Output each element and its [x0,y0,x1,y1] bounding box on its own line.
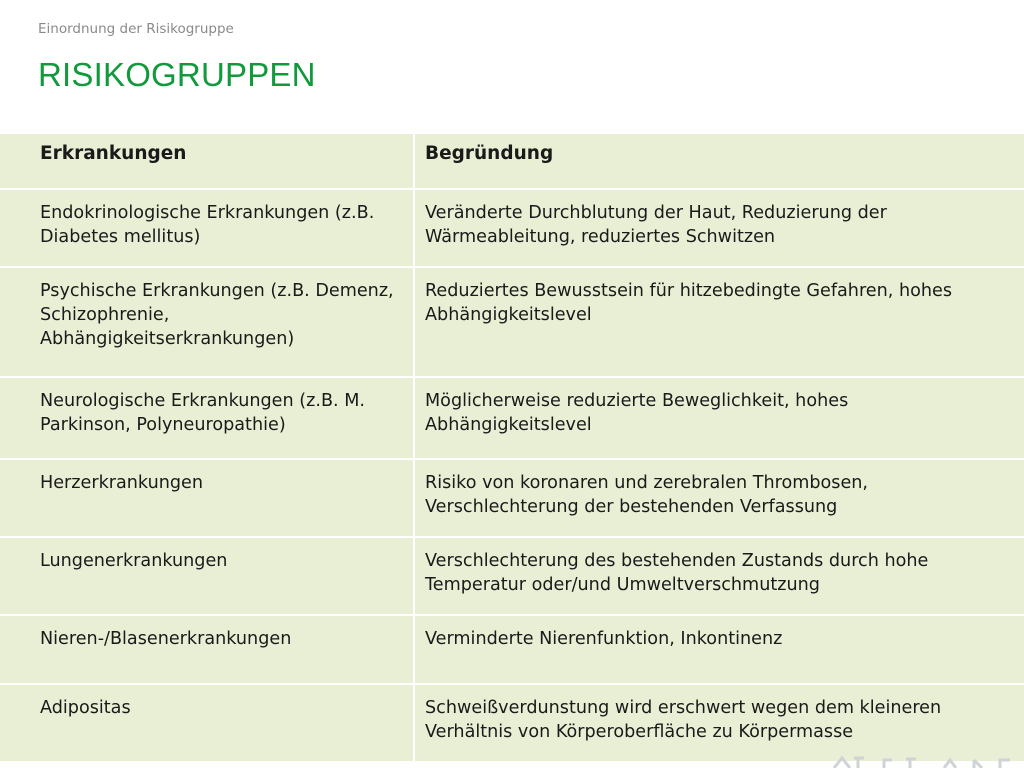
disease-text: Lungenerkrankungen [40,551,228,571]
disease-cell [0,537,414,615]
watermark-graphic [824,752,1024,768]
table-row [0,537,1024,615]
disease-text: Endokrinologische Erkrankungen (z.B. Diabetes mellitus) [40,203,375,247]
disease-cell [0,267,414,377]
reason-cell [414,189,1024,267]
page-title: RISIKOGRUPPEN [38,56,316,93]
disease-cell [0,377,414,459]
disease-cell [0,189,414,267]
table-header-row [0,134,1024,189]
disease-cell [0,615,414,684]
table-row [0,615,1024,684]
table-row [0,459,1024,537]
disease-text: Herzerkrankungen [40,473,204,493]
table-row [0,189,1024,267]
disease-text: Psychische Erkrankungen (z.B. Demenz, Schizophrenie, Abhängigkeitserkrankungen) [40,281,394,349]
disease-text: Adipositas [40,698,131,718]
column-header-diseases [0,134,414,189]
disease-cell [0,684,414,762]
column-header-label: Erkrankungen [40,143,187,164]
risk-group-table [0,134,1024,763]
reason-text: Möglicherweise reduzierte Beweglichkeit, hohes Abhängigkeitslevel [425,391,849,435]
reason-text: Verminderte Nierenfunktion, Inkontinenz [425,629,783,649]
reason-cell [414,267,1024,377]
column-header-label: Begründung [425,143,554,164]
reason-text: Reduziertes Bewusstsein für hitzebedingte Gefahren, hohes Abhängigkeitslevel [425,281,953,325]
reason-text: Schweißverdunstung wird erschwert wegen dem kleineren Verhältnis von Körperoberfläche zu Körpermasse [425,698,942,742]
disease-text: Neurologische Erkrankungen (z.B. M. Parkinson, Polyneuropathie) [40,391,365,435]
reason-text: Risiko von koronaren und zerebralen Thrombosen, Verschlechterung der bestehenden Verfassung [425,473,869,517]
reason-cell [414,615,1024,684]
table-row [0,377,1024,459]
table-row [0,267,1024,377]
disease-text: Nieren-/Blasenerkrankungen [40,629,292,649]
reason-cell [414,459,1024,537]
breadcrumb: Einordnung der Risikogruppe [38,21,234,37]
reason-text: Veränderte Durchblutung der Haut, Reduzierung der Wärmeableitung, reduziertes Schwitzen [425,203,887,247]
reason-cell [414,684,1024,762]
reason-cell [414,377,1024,459]
reason-cell [414,537,1024,615]
table-row [0,684,1024,762]
reason-text: Verschlechterung des bestehenden Zustands durch hohe Temperatur oder/und Umweltverschmutzung [425,551,929,595]
disease-cell [0,459,414,537]
column-header-reason [414,134,1024,189]
